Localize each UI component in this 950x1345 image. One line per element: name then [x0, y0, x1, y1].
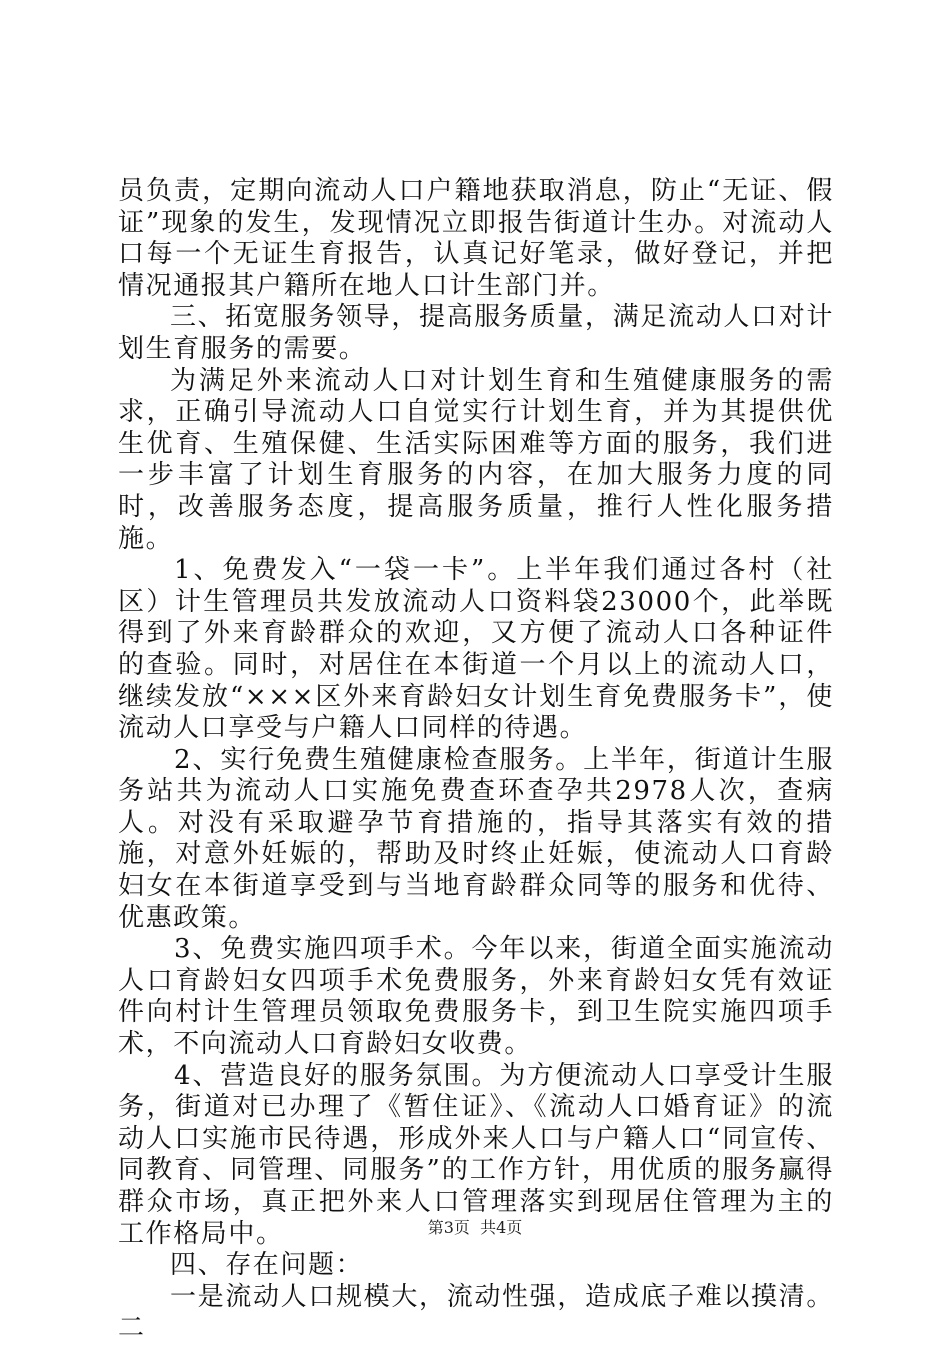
paragraph-3: 为满足外来流动人口对计划生育和生殖健康服务的需求，正确引导流动人口自觉实行计划生育，并为其提供优生优育、生殖保健、生活实际困难等方面的服务，我们进一步丰富了计划生育服务的内容，在加大服务力度的同时，改善服务态度，提高服务质量，推行人性化服务措施。 [118, 365, 834, 554]
page-footer [0, 1218, 950, 1238]
paragraph-4: 1、免费发入“一袋一卡”。上半年我们通过各村（社区）计生管理员共发放流动人口资料袋23000个，此举既得到了外来育龄群众的欢迎，又方便了流动人口各种证件的查验。同时，对居住在本街道一个月以上的流动人口，继续发放“×××区外来育龄妇女计划生育免费服务卡”，使流动人口享受与户籍人口同样的待遇。 [118, 555, 834, 744]
document-body [118, 176, 834, 1345]
paragraph-2: 三、拓宽服务领导，提高服务质量，满足流动人口对计划生育服务的需要。 [118, 302, 834, 364]
paragraph-1: 员负责，定期向流动人口户籍地获取消息，防止“无证、假证”现象的发生，发现情况立即报告街道计生办。对流动人口每一个无证生育报告，认真记好笔录，做好登记，并把情况通报其户籍所在地人口计生部门并。 [118, 176, 834, 301]
paragraph-9: 一是流动人口规模大，流动性强，造成底子难以摸清。二 [118, 1281, 834, 1344]
paragraph-7: 4、营造良好的服务氛围。为方便流动人口享受计生服务，街道对已办理了《暂住证》、《流动人口婚育证》的流动人口实施市民待遇，形成外来人口与户籍人口“同宣传、同教育、同管理、同服务”的工作方针，用优质的服务赢得群众市场，真正把外来人口管理落实到现居住管理为主的工作格局中。 [118, 1060, 834, 1249]
paragraph-6: 3、免费实施四项手术。今年以来，街道全面实施流动人口育龄妇女四项手术免费服务，外来育龄妇女凭有效证件向村计生管理员领取免费服务卡，到卫生院实施四项手术，不向流动人口育龄妇女收费。 [118, 934, 834, 1060]
paragraph-5: 2、实行免费生殖健康检查服务。上半年，街道计生服务站共为流动人口实施免费查环查孕共2978人次，查病人。对没有采取避孕节育措施的，指导其落实有效的措施，对意外妊娠的，帮助及时终止妊娠，使流动人口育龄妇女在本街道享受到与当地育龄群众同等的服务和优待、优惠政策。 [118, 744, 834, 933]
paragraph-8: 四、存在问题： [170, 1250, 364, 1281]
page-number-label: 第3页 共4页 [427, 1218, 523, 1237]
